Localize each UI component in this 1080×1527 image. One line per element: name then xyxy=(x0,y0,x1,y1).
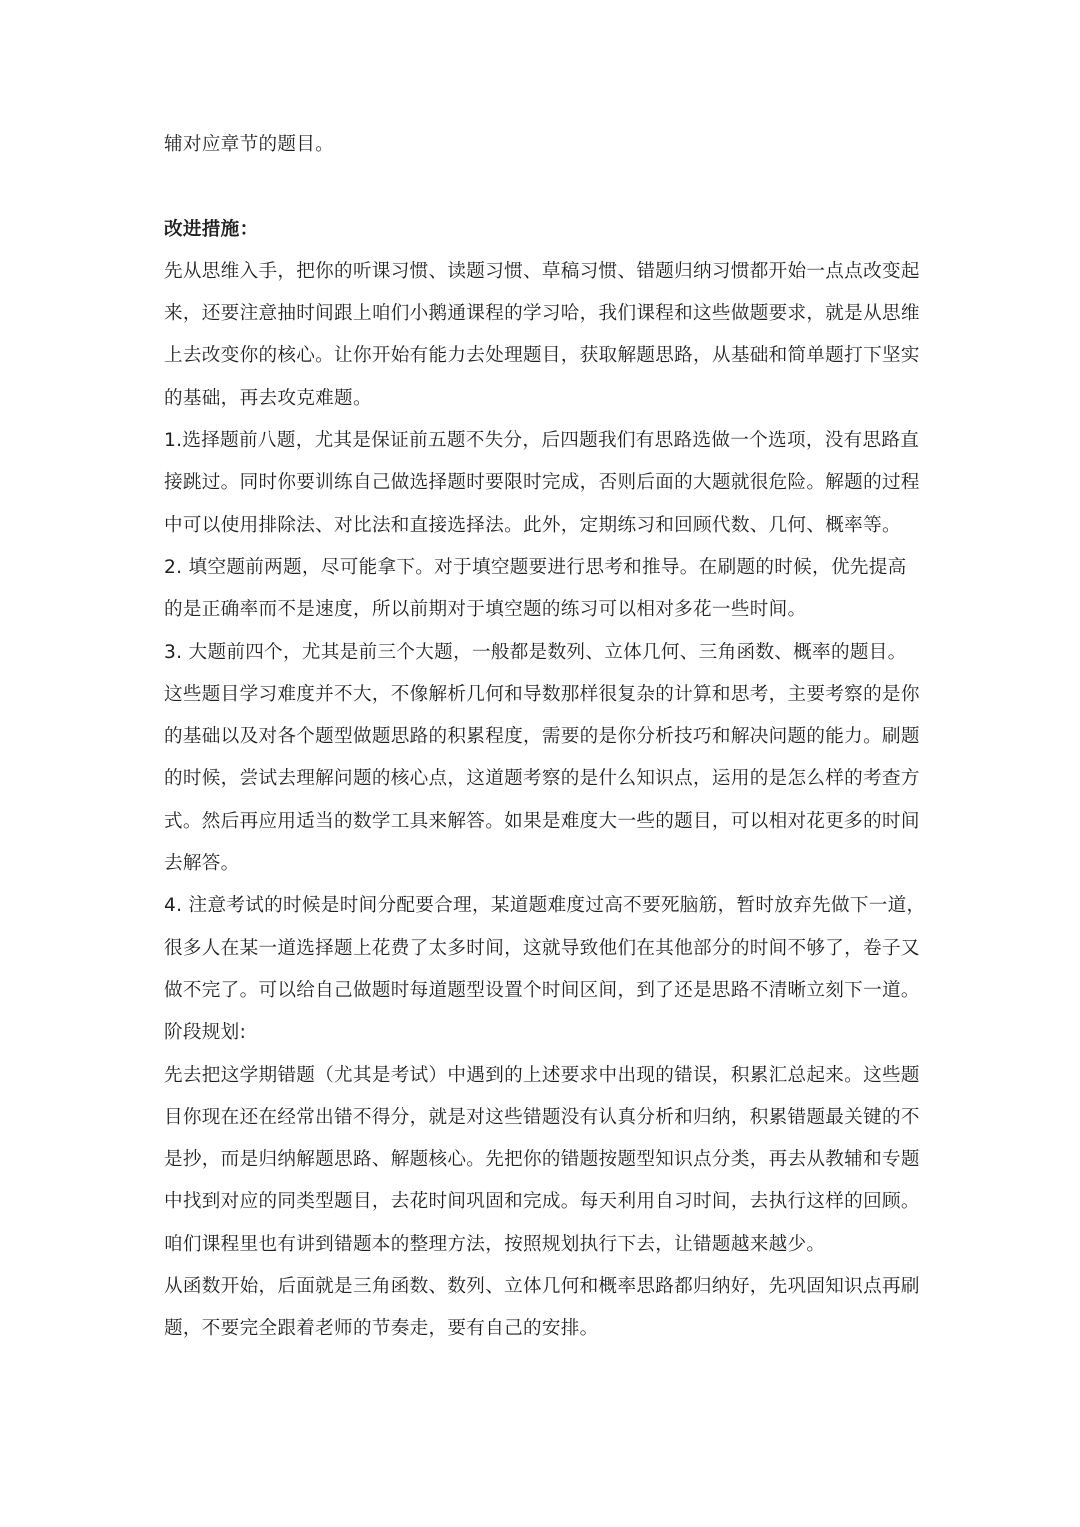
text-line: 的基础以及对各个题型做题思路的积累程度，需要的是你分析技巧和解决问题的能力。刷题 xyxy=(164,726,920,748)
text-line: 的时候，尝试去理解问题的核心点，这道题考察的是什么知识点，运用的是怎么样的考查方 xyxy=(164,768,920,790)
text-line: 中找到对应的同类型题目，去花时间巩固和完成。每天利用自习时间，去执行这样的回顾。 xyxy=(164,1191,920,1213)
text-line: 先从思维入手，把你的听课习惯、读题习惯、草稿习惯、错题归纳习惯都开始一点点改变起 xyxy=(164,260,920,282)
text-line: 3. 大题前四个，尤其是前三个大题，一般都是数列、立体几何、三角函数、概率的题目。 xyxy=(164,641,907,663)
text-line: 题，不要完全跟着老师的节奏走，要有自己的安排。 xyxy=(164,1318,599,1340)
text-line: 先去把这学期错题（尤其是考试）中遇到的上述要求中出现的错误，积累汇总起来。这些题 xyxy=(164,1064,920,1086)
section-heading-improvement: 改进措施： xyxy=(164,218,259,240)
text-line: 2. 填空题前两题，尽可能拿下。对于填空题要进行思考和推导。在刷题的时候，优先提高 xyxy=(164,556,907,578)
text-line: 上去改变你的核心。让你开始有能力去处理题目，获取解题思路，从基础和简单题打下坚实 xyxy=(164,345,920,367)
text-line: 这些题目学习难度并不大，不像解析几何和导数那样很复杂的计算和思考，主要考察的是你 xyxy=(164,683,920,705)
text-line: 目你现在还在经常出错不得分，就是对这些错题没有认真分析和归纳，积累错题最关键的不 xyxy=(164,1106,920,1128)
text-line: 来，还要注意抽时间跟上咱们小鹅通课程的学习哈，我们课程和这些做题要求，就是从思维 xyxy=(164,303,920,325)
text-line: 接跳过。同时你要训练自己做选择题时要限时完成，否则后面的大题就很危险。解题的过程 xyxy=(164,472,920,494)
text-line: 做不完了。可以给自己做题时每道题型设置个时间区间，到了还是思路不清晰立刻下一道。 xyxy=(164,979,920,1001)
text-line: 1.选择题前八题，尤其是保证前五题不失分，后四题我们有思路选做一个选项，没有思路直 xyxy=(164,430,920,452)
text-line: 去解答。 xyxy=(164,853,240,875)
text-line: 式。然后再应用适当的数学工具来解答。如果是难度大一些的题目，可以相对花更多的时间 xyxy=(164,810,920,832)
text-line: 辅对应章节的题目。 xyxy=(164,134,335,155)
text-line: 咱们课程里也有讲到错题本的整理方法，按照规划执行下去，让错题越来越少。 xyxy=(164,1233,826,1255)
text-line: 很多人在某一道选择题上花费了太多时间，这就导致他们在其他部分的时间不够了，卷子又 xyxy=(164,937,920,959)
text-line: 是抄，而是归纳解题思路、解题核心。先把你的错题按题型知识点分类，再去从教辅和专题 xyxy=(164,1149,920,1171)
document-body xyxy=(164,124,926,1351)
text-line: 的是正确率而不是速度，所以前期对于填空题的练习可以相对多花一些时间。 xyxy=(164,599,807,621)
text-line: 从函数开始，后面就是三角函数、数列、立体几何和概率思路都归纳好，先巩固知识点再刷 xyxy=(164,1276,920,1298)
text-line: 中可以使用排除法、对比法和直接选择法。此外，定期练习和回顾代数、几何、概率等。 xyxy=(164,514,901,536)
text-line: 4. 注意考试的时候是时间分配要合理，某道题难度过高不要死脑筋，暂时放弃先做下一道， xyxy=(164,895,926,917)
text-line: 的基础，再去攻克难题。 xyxy=(164,387,372,409)
paragraph-gap xyxy=(164,166,920,208)
section-heading-stage-plan: 阶段规划: xyxy=(164,1022,247,1044)
